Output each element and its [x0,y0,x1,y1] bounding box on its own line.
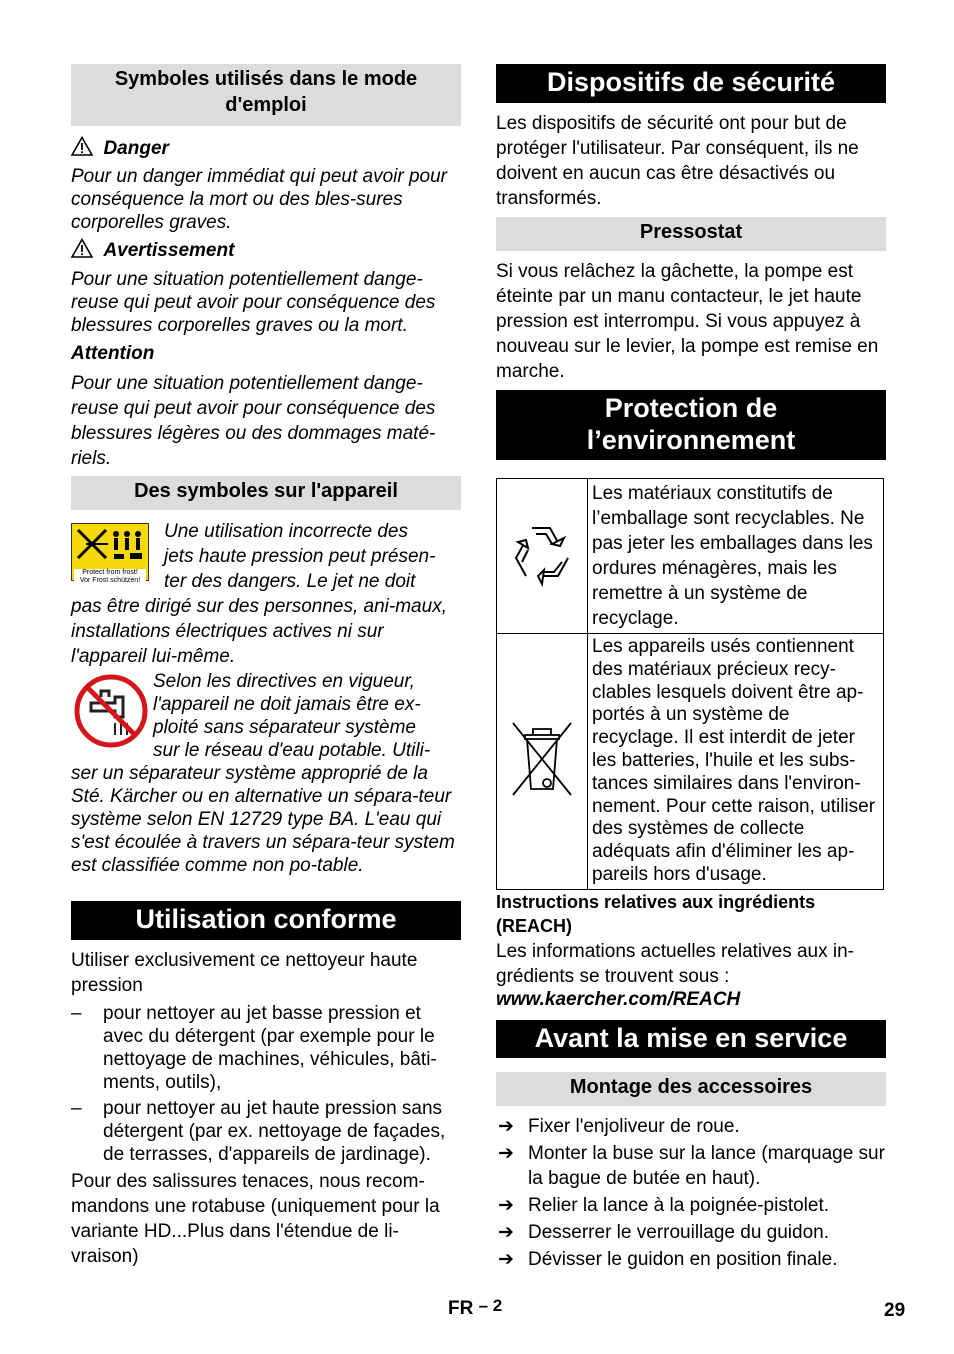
warning-block [71,238,461,337]
footer-local-page [448,1298,502,1320]
step-text: Desserrer le verrouillage du guidon. [528,1222,829,1243]
env-title-line: l’environnement [586,425,796,455]
arrow-right-icon: ➔ [498,1195,514,1216]
attention-block [71,341,461,471]
env-row2-text: Les appareils usés contiennent des matériaux précieux recy-clables lesquels doivent être ap-portés à un système de recyclage. Il est interdit de jeter les batteries, l'huile et les subs-tances similaires dans l'environ-nement. Pour cette raison, utiliser des systèmes de collecte adéquats afin d'éliminer les ap-pareils hors d'usage. [588,634,884,890]
recycle-icon [502,514,582,594]
section-title-pressostat: Pressostat [496,217,886,251]
frost-label-2: Vor Frost schützen! [79,576,141,584]
jet-hazard-icon [72,524,148,564]
recycle-cell [497,479,588,634]
section-title-proper-use: Utilisation conforme [71,901,461,940]
footer-lang: FR [448,1298,474,1319]
step-text: Monter la buse sur la lance (marquage sur la bague de butée en haut). [528,1143,885,1189]
accessories-steps [496,1114,886,1272]
frost-label-1: Protect from frost! [82,569,138,576]
warning-triangle-icon [71,238,93,258]
section-title-device-symbols: Des symboles sur l'appareil [71,476,461,510]
list-item [71,1097,461,1166]
pressostat-text: Si vous relâchez la gâchette, la pompe est éteinte par un manu contacteur, le jet haute pression est interrompu. Si vous appuyez à nouveau sur le levier, la pompe est remise en marche. [496,261,879,382]
separator-text-continued: ser un séparateur système approprié de la Sté. Kärcher ou en alternative un sépara-teur système selon EN 12729 type BA. L'eau qui s'est écoulée à travers un sépara-teur system est classifiée comme non po-table. [71,763,455,876]
separator-text-wrap [153,670,463,762]
section-title-startup: Avant la mise en service [496,1020,886,1058]
list-item [496,1193,886,1218]
proper-use-body [71,948,461,1269]
danger-label: Danger [103,138,169,159]
separator-text-line: ploité sans séparateur système [153,717,416,738]
dash-bullet: – [71,1003,82,1024]
separator-text-line: sur le réseau d'eau potable. Utili- [153,740,431,761]
environment-table [496,478,884,890]
reach-title: Instructions relatives aux ingrédients (REACH) [496,892,816,936]
pressure-jet-warning-icon [71,523,149,584]
footer-page-local: – 2 [478,1296,503,1315]
section-title-symbols: Symboles utilisés dans le mode d'emploi [71,64,461,126]
safety-text: Les dispositifs de sécurité ont pour but de protéger l'utilisateur. Par conséquent, ils ne doivent en aucun cas être désactivés ou transformés. [496,113,859,209]
table-row [497,479,884,634]
step-text: Relier la lance à la poignée-pistolet. [528,1195,830,1216]
step-text: Dévisser le guidon en position finale. [528,1249,838,1270]
warning-text: Pour une situation potentiellement dange-reuse qui peut avoir pour conséquence des blessures corporelles graves ou la mort. [71,269,436,336]
env-title-line: Protection de [604,393,778,423]
proper-use-intro: Utiliser exclusivement ce nettoyeur haute pression [71,950,418,996]
danger-block [71,136,461,234]
jets-text-line: ter des dangers. Le jet ne doit [164,571,416,592]
separator-text-line: Selon les directives en vigueur, [153,671,415,692]
list-item [496,1220,886,1245]
section-title-accessories: Montage des accessoires [496,1072,886,1106]
attention-label: Attention [71,343,155,364]
list-item [71,1002,461,1094]
list-item-text: pour nettoyer au jet haute pression sans détergent (par ex. nettoyage de façades, de terrasses, d'appareils de jardinage). [103,1098,446,1165]
warning-label: Avertissement [103,240,235,261]
weee-cell [497,634,588,890]
section-title-safety: Dispositifs de sécurité [496,64,886,103]
arrow-right-icon: ➔ [498,1143,514,1164]
table-row [497,634,884,890]
jets-text-continued: pas être dirigé sur des personnes, ani-maux, installations électriques actives ni sur l'appareil lui-même. [71,596,447,667]
proper-use-outro: Pour des salissures tenaces, nous recom-mandons une rotabuse (uniquement pour la variante HD...Plus dans l'étendue de li-vraison) [71,1171,440,1267]
arrow-right-icon: ➔ [498,1116,514,1137]
reach-link[interactable]: www.kaercher.com/REACH [496,989,741,1010]
arrow-right-icon: ➔ [498,1249,514,1270]
list-item [496,1247,886,1272]
warning-triangle-icon [71,136,93,156]
no-direct-water-connection-icon [73,673,149,749]
danger-text: Pour un danger immédiat qui peut avoir pour conséquence la mort ou des bles-sures corporelles graves. [71,166,448,233]
list-item [496,1114,886,1139]
list-item-text: pour nettoyer au jet basse pression et avec du détergent (par exemple pour le nettoyage de machines, véhicules, bâti-ments, outils), [103,1003,437,1093]
jets-text-wrap [164,519,464,594]
env-row1-text: Les matériaux constitutifs de l’emballage sont recyclables. Ne pas jeter les emballages dans les ordures ménagères, mais les remettre à un système de recyclage. [588,479,884,634]
crossed-bin-icon [507,717,577,801]
list-item [496,1141,886,1191]
reach-text: Les informations actuelles relatives aux in-grédients se trouvent sous : [496,941,855,987]
page-number: 29 [884,1300,906,1321]
attention-text: Pour une situation potentiellement dange-reuse qui peut avoir pour conséquence des blessures légères ou des dommages maté-riels. [71,373,436,469]
step-text: Fixer l'enjoliveur de roue. [528,1116,740,1137]
arrow-right-icon: ➔ [498,1222,514,1243]
separator-text-line: l'appareil ne doit jamais être ex- [153,694,421,715]
section-title-environment [496,390,886,460]
jets-text-line: jets haute pression peut présen- [164,546,436,567]
dash-bullet: – [71,1098,82,1119]
jets-text-line: Une utilisation incorrecte des [164,521,408,542]
